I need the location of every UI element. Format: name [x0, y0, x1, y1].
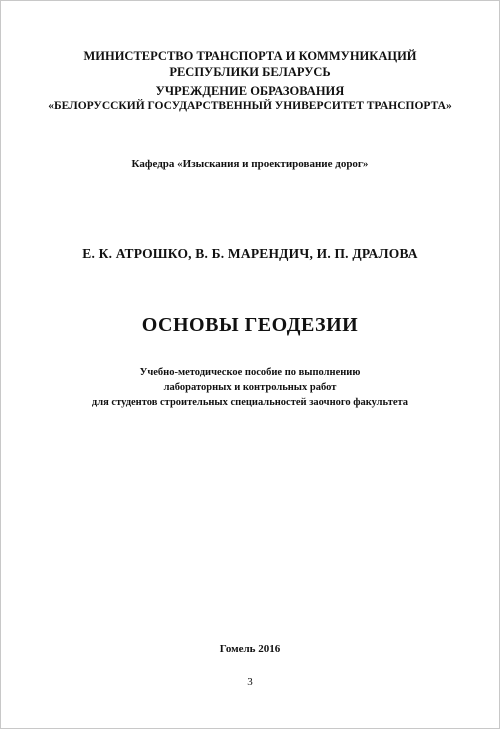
- page-number: 3: [247, 676, 253, 688]
- document-title: ОСНОВЫ ГЕОДЕЗИИ: [141, 314, 359, 336]
- subtitle-line-2: лабораторных и контрольных работ: [163, 382, 337, 393]
- ministry-line-1: МИНИСТЕРСТВО ТРАНСПОРТА И КОММУНИКАЦИЙ: [83, 49, 417, 63]
- subtitle-line-3: для студентов строительных специальностей заочного факультета: [91, 397, 409, 408]
- authors: Е. К. АТРОШКО, В. Б. МАРЕНДИЧ, И. П. ДРАЛОВА: [82, 246, 418, 261]
- subtitle-line-1: Учебно-методическое пособие по выполнению: [139, 367, 361, 378]
- institution-name: «БЕЛОРУССКИЙ ГОСУДАРСТВЕННЫЙ УНИВЕРСИТЕТ ТРАНСПОРТА»: [48, 100, 452, 112]
- city-year: Гомель 2016: [219, 643, 281, 655]
- institution-type: УЧРЕЖДЕНИЕ ОБРАЗОВАНИЯ: [155, 84, 345, 98]
- ministry-line-2: РЕСПУБЛИКИ БЕЛАРУСЬ: [169, 65, 331, 79]
- department-name: Кафедра «Изыскания и проектирование дорог»: [131, 158, 369, 170]
